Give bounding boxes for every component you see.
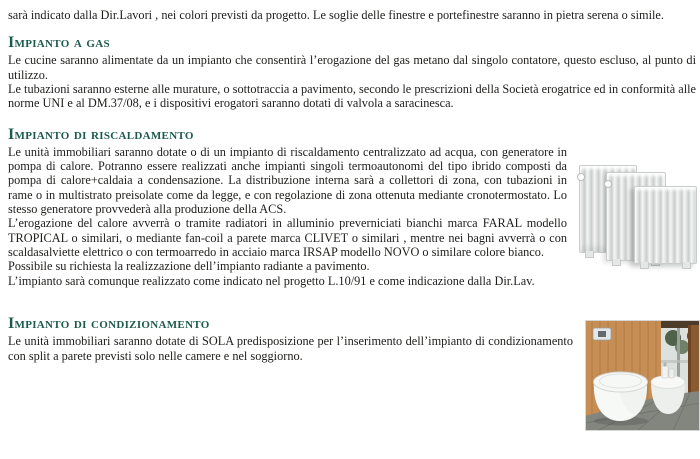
paragraph: Le cucine saranno alimentate da un impianto che consentirà l’erogazione del gas metano dal singolo contatore, questo escluso, al punto di utilizzo. (8, 53, 696, 82)
intro-paragraph: sarà indicato dalla Dir.Lavori , nei colori previsti da progetto. Le soglie delle finestre e portefinestre saranno in pietra serena o simile. (8, 8, 664, 22)
radiator-valve (577, 173, 585, 181)
section-impianto-di-riscaldamento (8, 127, 696, 288)
section-heading-gas: Impianto a gas (8, 34, 110, 52)
section-heading-riscaldamento: Impianto di riscaldamento (8, 125, 194, 143)
paragraph: Le tubazioni saranno esterne alle murature, o sottotraccia a pavimento, secondo le prescrizioni della Società erogatrice ed in conformità alle norme UNI e al DM.37/08, e i dispositivi erogatori saranno dotati di valvola a saracinesca. (8, 82, 696, 111)
section-impianto-a-gas (8, 35, 696, 110)
paragraph: Le unità immobiliari saranno dotate o di un impianto di riscaldamento centralizzato ad acqua, con generatore in pompa di calore. Potranno essere realizzati anche impianti singoli termoautonomi del tipo ibrido composti da pompa di calore+caldaia a condensazione. La distribuzione interna sarà a collettori di zona, con tubazioni in rame o in multistrato preisolate come da legge, e con regolazione di zona ottenuta mediante cronotermostato. Lo stesso generatore provvederà alla produzione della ACS. (8, 144, 567, 217)
paragraph: L’erogazione del calore avverrà o tramite radiatori in alluminio preverniciati bianchi marca FARAL modello TROPICAL o similari, o mediante fan-coil a parete marca CLIVET o similari , mentre nei bagni avverrà o con scaldasalviette elettrico o con termoarredo in acciaio marca IRSAP modello NOVO o similare colore bianco. (8, 216, 567, 260)
section-impianto-di-condizionamento (8, 316, 696, 363)
radiators-photo (577, 163, 699, 271)
paragraph: Possibile su richiesta la realizzazione dell’impianto radiante a pavimento. (8, 259, 370, 274)
radiator-wide (634, 186, 697, 264)
bathroom-photo-drawing (585, 320, 700, 431)
radiator-valve (604, 180, 612, 188)
section-heading-condizionamento: Impianto di condizionamento (8, 315, 210, 333)
paragraph: L’impianto sarà comunque realizzato come indicato nel progetto L.10/91 e come indicazione dalla Dir.Lav. (8, 273, 535, 288)
paragraph: Le unità immobiliari saranno dotate di SOLA predisposizione per l’inserimento dell’impianto di condizionamento con split a parete previsti solo nelle camere e nel soggiorno. (8, 334, 573, 363)
bathroom-photo (585, 320, 700, 431)
